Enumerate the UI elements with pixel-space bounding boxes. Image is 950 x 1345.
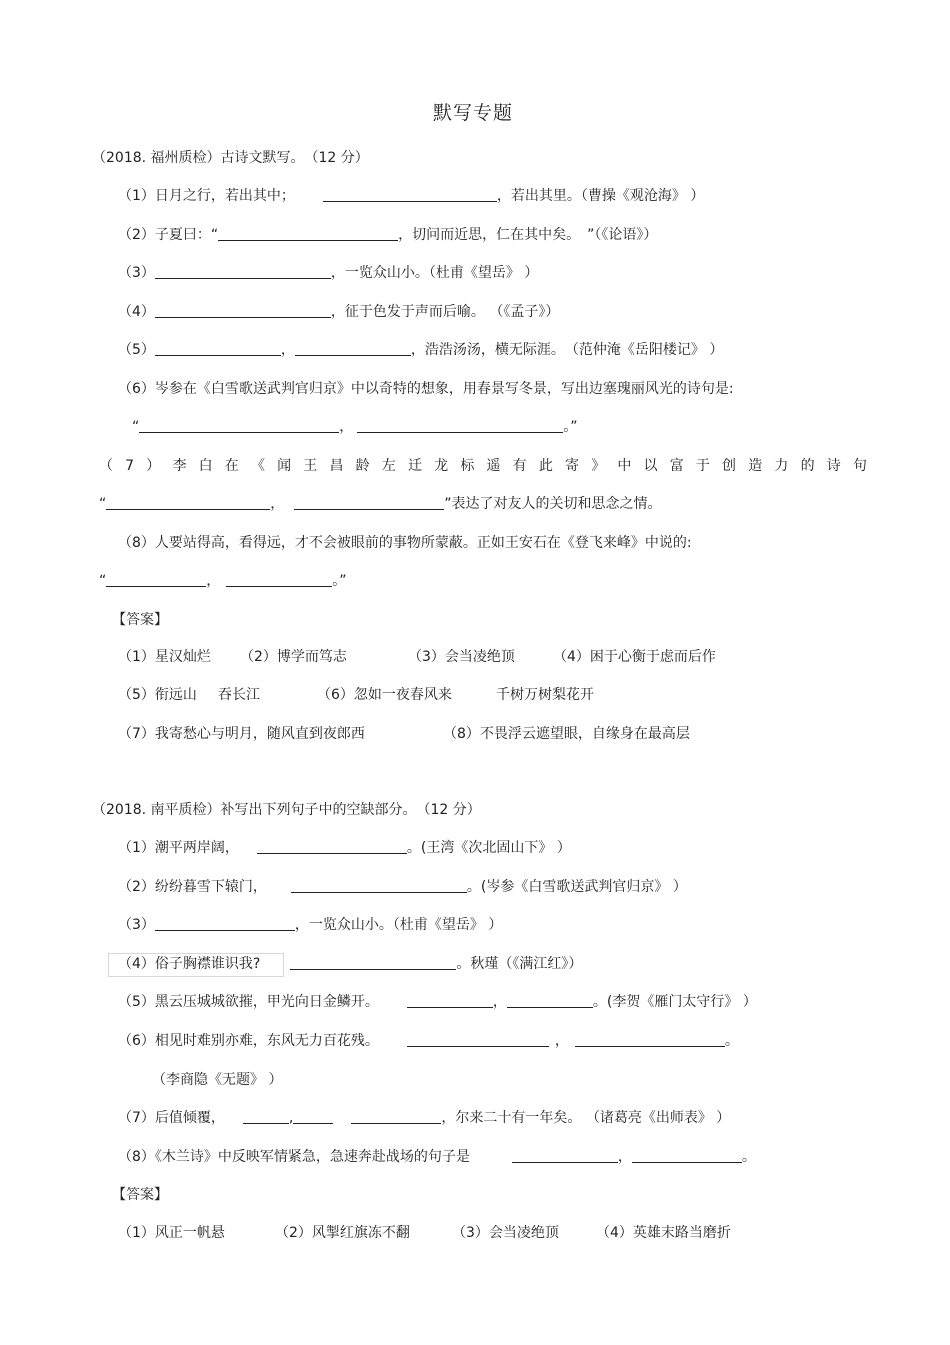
s2-q6-source: （李商隐《无题》 ） bbox=[152, 1072, 283, 1088]
page-title: 默写专题 bbox=[433, 102, 514, 124]
s1-q7-char: 李 bbox=[172, 458, 187, 474]
s1-q1-mid: ，若出其里。（曹操《观沧海》 ） bbox=[496, 188, 705, 204]
s1-q3 bbox=[118, 264, 538, 282]
s1-q5-mid: ，浩浩汤汤，横无际涯。 （范仲淹《岳阳楼记》 ） bbox=[410, 342, 724, 358]
s1-q6-text: （6）岑参在《白雪歌送武判官归京》中以奇特的想象，用春景写冬景，写出边塞瑰丽风光的诗句是: bbox=[118, 381, 734, 397]
s2-q6 bbox=[118, 1032, 739, 1050]
s1-q6-sep: ， bbox=[339, 419, 354, 435]
s1-q5-blank-1[interactable] bbox=[155, 341, 281, 356]
s1-answer-5b: 吞长江 bbox=[218, 687, 260, 703]
s2-q5-mid: 。(李贺《雁门太守行》 ） bbox=[592, 994, 757, 1010]
s1-q8-text: （8）人要站得高，看得远，才不会被眼前的事物所蒙蔽。正如王安石在《登飞来峰》中说的: bbox=[118, 535, 692, 551]
s2-q7-label: （7）后值倾覆， bbox=[118, 1110, 225, 1126]
s2-q1-label: （1）潮平两岸阔， bbox=[118, 840, 239, 856]
s2-q8-blank-2[interactable] bbox=[632, 1148, 742, 1163]
s2-q1-blank[interactable] bbox=[257, 839, 407, 854]
s2-answer-2: （2）风掣红旗冻不翻 bbox=[275, 1225, 410, 1241]
s2-q8-sep: ， bbox=[617, 1149, 632, 1165]
s1-q7-char: 王 bbox=[303, 458, 318, 474]
s2-q2 bbox=[118, 878, 687, 896]
s1-q4-mid: ，征于色发于声而后喻。 （《孟子》） bbox=[330, 304, 560, 320]
s2-q5-label: （5）黑云压城城欲摧，甲光向日金鳞开。 bbox=[118, 994, 379, 1010]
s1-q7-char: 此 bbox=[538, 458, 553, 474]
s1-q7-char: 以 bbox=[643, 458, 658, 474]
s1-q7-char: 有 bbox=[512, 458, 527, 474]
s1-q2 bbox=[118, 226, 657, 244]
s2-answer-1: （1）风正一帆悬 bbox=[118, 1225, 225, 1241]
s2-answer-label: 【答案】 bbox=[112, 1187, 168, 1203]
s1-q7-char: （ bbox=[99, 458, 113, 474]
s1-q8-blank-1[interactable] bbox=[106, 572, 206, 587]
s1-q7-blank-1[interactable] bbox=[106, 495, 270, 510]
s2-q5 bbox=[118, 993, 757, 1011]
s2-q8 bbox=[118, 1148, 756, 1166]
s1-q7-char: 标 bbox=[460, 458, 475, 474]
s1-answer-6a: （6）忽如一夜春风来 bbox=[317, 687, 452, 703]
section2-header: （2018. 南平质检）补写出下列句子中的空缺部分。 （12 分） bbox=[92, 802, 481, 818]
s2-q6-blank-1[interactable] bbox=[407, 1032, 549, 1047]
s1-q8-close: 。” bbox=[332, 573, 347, 589]
s1-q7-char: ） bbox=[146, 458, 161, 474]
s2-q7-mid: ，尔来二十有一年矣。 （诸葛亮《出师表》 ） bbox=[441, 1110, 731, 1126]
s1-q3-label: （3） bbox=[118, 265, 155, 281]
s1-q7-char: 诗 bbox=[826, 458, 841, 474]
s2-q3 bbox=[118, 916, 502, 934]
s2-q7-blank-2[interactable] bbox=[293, 1109, 333, 1124]
s2-q4 bbox=[118, 955, 582, 973]
s1-q7-text bbox=[99, 457, 867, 475]
s2-q2-label: （2）纷纷暮雪下辕门， bbox=[118, 879, 267, 895]
s1-q7-char: 遥 bbox=[486, 458, 501, 474]
s1-q5-sep: ， bbox=[280, 342, 295, 358]
s2-q6-end: 。 bbox=[724, 1033, 739, 1049]
s1-q7-blank-2[interactable] bbox=[294, 495, 444, 510]
s1-q5 bbox=[118, 341, 723, 359]
s1-q7-char: 《 bbox=[250, 458, 265, 474]
s2-q5-blank-2[interactable] bbox=[507, 993, 593, 1008]
s1-q4-blank[interactable] bbox=[155, 303, 331, 318]
s1-q8-blank-2[interactable] bbox=[226, 572, 332, 587]
s1-q7-char: 在 bbox=[224, 458, 239, 474]
s1-answer-6b: 千树万树梨花开 bbox=[496, 687, 594, 703]
s1-q4 bbox=[118, 303, 559, 321]
s1-answer-3: （3）会当凌绝顶 bbox=[408, 649, 515, 665]
s1-q7-char: 中 bbox=[617, 458, 632, 474]
s1-q1-blank-1[interactable] bbox=[323, 187, 417, 202]
s1-q7-char: 寄 bbox=[565, 458, 580, 474]
s1-q7-char: 7 bbox=[125, 458, 135, 474]
s1-q7-char: 造 bbox=[748, 458, 763, 474]
s1-q6-close: 。” bbox=[563, 419, 578, 435]
s1-q7-mid: ”表达了对友人的关切和思念之情。 bbox=[444, 496, 662, 512]
s1-q6-answer-line bbox=[132, 418, 578, 436]
s2-q6-blank-2[interactable] bbox=[575, 1032, 725, 1047]
s2-q8-end: 。 bbox=[741, 1149, 756, 1165]
s1-answer-label: 【答案】 bbox=[112, 612, 168, 628]
s2-q6-label: （6）相见时难别亦难，东风无力百花残。 bbox=[118, 1033, 379, 1049]
s2-q8-label: （8）《木兰诗》中反映军情紧急，急速奔赴战场的句子是 bbox=[118, 1149, 470, 1165]
s2-q2-blank[interactable] bbox=[291, 878, 467, 893]
s2-q3-blank[interactable] bbox=[155, 916, 295, 931]
s2-q3-label: （3） bbox=[118, 917, 155, 933]
s2-q4-mid: 。秋瑾（《满江红》） bbox=[456, 956, 583, 972]
s1-q7-char: 昌 bbox=[329, 458, 344, 474]
s2-q1-mid: 。(王湾《次北固山下》 ） bbox=[406, 840, 571, 856]
s1-q3-mid: ，一览众山小。（杜甫《望岳》 ） bbox=[330, 265, 539, 281]
s2-answer-4: （4）英雄末路当磨折 bbox=[596, 1225, 731, 1241]
s2-q8-blank-1[interactable] bbox=[512, 1148, 618, 1163]
s2-q3-mid: ，一览众山小。（杜甫《望岳》 ） bbox=[294, 917, 503, 933]
s1-q7-char: 》 bbox=[591, 458, 606, 474]
s1-q7-char: 闻 bbox=[277, 458, 292, 474]
s1-q6-open: “ bbox=[132, 419, 140, 435]
s1-answer-4: （4）困于心衡于虑而后作 bbox=[553, 649, 716, 665]
s1-q1-blank-2[interactable] bbox=[417, 187, 497, 202]
s2-q7 bbox=[118, 1109, 730, 1127]
s1-answer-8: （8）不畏浮云遮望眼，自缘身在最高层 bbox=[443, 726, 690, 742]
s2-q4-label: （4）俗子胸襟谁识我? bbox=[118, 956, 261, 972]
s1-q7-char: 于 bbox=[695, 458, 710, 474]
s2-q4-blank[interactable] bbox=[290, 955, 456, 970]
section1-header: （2018. 福州质检）古诗文默写。 （12 分） bbox=[92, 150, 369, 166]
s2-q7-blank-1[interactable] bbox=[243, 1109, 289, 1124]
s1-answer-5a: （5）衔远山 bbox=[118, 687, 197, 703]
s1-q7-char: 力 bbox=[774, 458, 789, 474]
s2-q5-blank-1[interactable] bbox=[407, 993, 493, 1008]
s1-q7-char: 左 bbox=[381, 458, 396, 474]
s1-q7-sep: ， bbox=[270, 496, 285, 512]
s1-q5-blank-2[interactable] bbox=[295, 341, 411, 356]
s1-q7-char: 龙 bbox=[434, 458, 449, 474]
s1-q7-char: 句 bbox=[852, 458, 867, 474]
s1-q1 bbox=[118, 187, 704, 205]
s1-q7-char: 龄 bbox=[355, 458, 370, 474]
s1-answer-2: （2）博学而笃志 bbox=[240, 649, 347, 665]
s1-q7-char: 的 bbox=[800, 458, 815, 474]
s2-q2-mid: 。(岑参《白雪歌送武判官归京》 ） bbox=[466, 879, 687, 895]
s2-answer-3: （3）会当凌绝顶 bbox=[452, 1225, 559, 1241]
s1-q7-char: 白 bbox=[198, 458, 213, 474]
s1-answer-1: （1）星汉灿烂 bbox=[118, 649, 211, 665]
s1-q2-mid: ，切问而近思，仁在其中矣。 ”（《论语》） bbox=[398, 227, 658, 243]
s1-q1-label: （1）日月之行，若出其中； bbox=[118, 188, 295, 204]
s2-q6-sep: ， bbox=[554, 1033, 569, 1049]
s1-q7-char: 迁 bbox=[407, 458, 422, 474]
s1-q8-answer-line bbox=[99, 572, 347, 590]
s1-q8-sep: ， bbox=[206, 573, 221, 589]
s1-q4-label: （4） bbox=[118, 304, 155, 320]
s1-q5-label: （5） bbox=[118, 342, 155, 358]
s2-q5-sep: ， bbox=[492, 994, 507, 1010]
s2-q7-comma: , bbox=[288, 1110, 294, 1126]
s1-q8-open: “ bbox=[99, 573, 107, 589]
s1-q2-label: （2）子夏曰：“ bbox=[118, 227, 219, 243]
s1-q3-blank[interactable] bbox=[155, 264, 331, 279]
s1-q7-char: 富 bbox=[669, 458, 684, 474]
s1-q6-blank-1[interactable] bbox=[139, 418, 339, 433]
s1-q7-answer-line bbox=[99, 495, 662, 513]
s2-q7-blank-3[interactable] bbox=[351, 1109, 441, 1124]
s1-answer-7: （7）我寄愁心与明月，随风直到夜郎西 bbox=[118, 726, 365, 742]
s1-q6-blank-2[interactable] bbox=[357, 418, 563, 433]
s1-q7-char: 创 bbox=[722, 458, 737, 474]
s1-q2-blank[interactable] bbox=[218, 226, 398, 241]
s1-q7-open: “ bbox=[99, 496, 107, 512]
s2-q1 bbox=[118, 839, 571, 857]
